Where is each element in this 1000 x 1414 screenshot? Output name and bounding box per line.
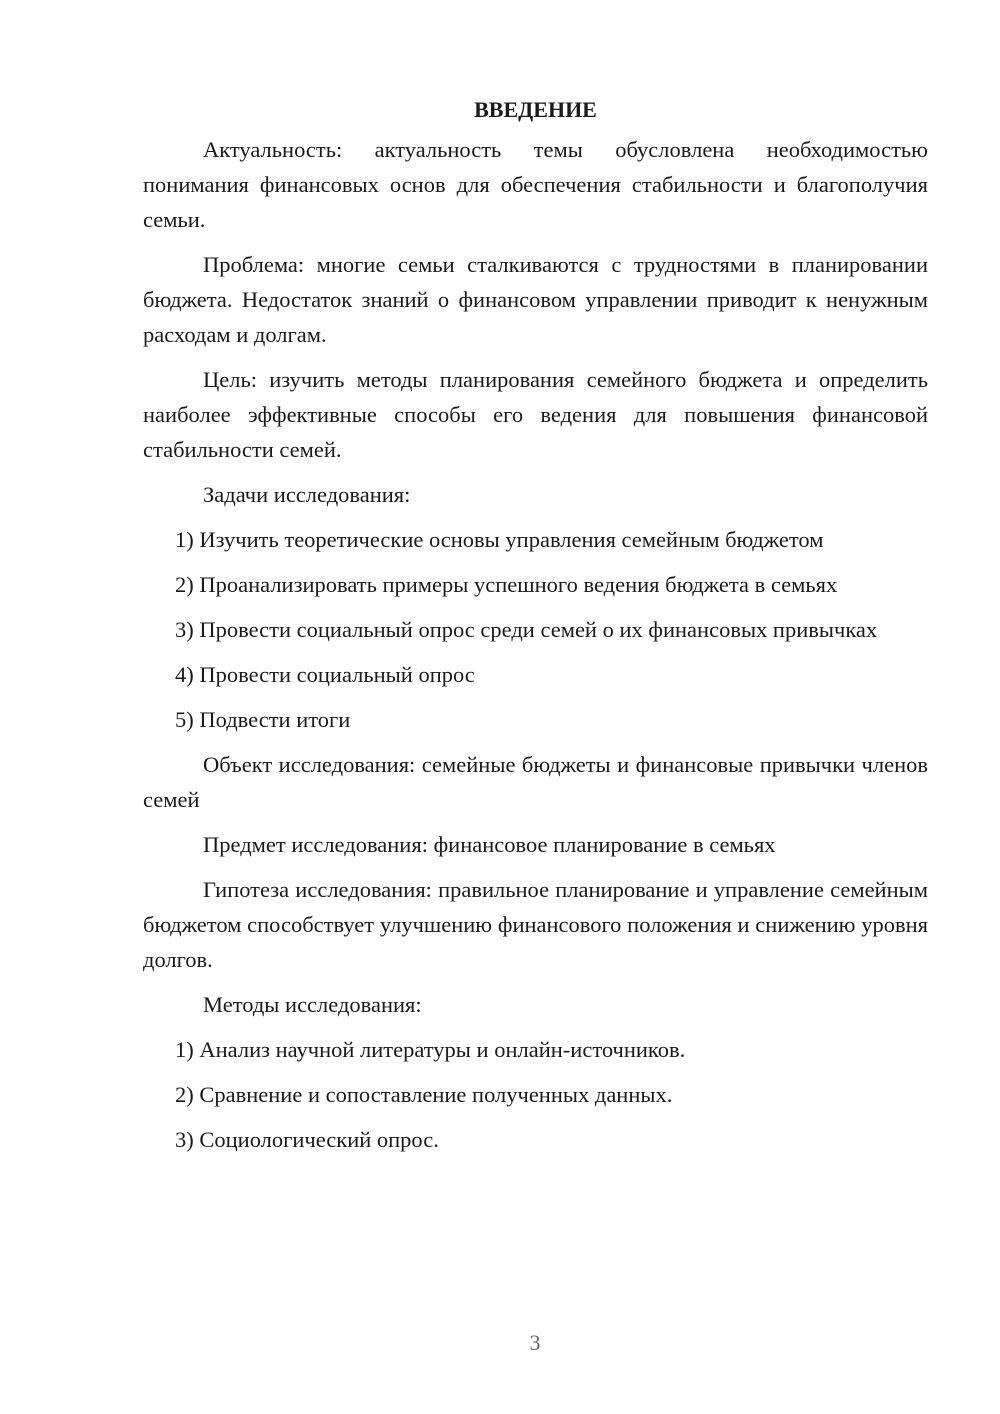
relevance-paragraph: Актуальность: актуальность темы обусловлена необходимостью понимания финансовых основ для обеспечения стабильности и благополучия семьи. <box>143 137 928 232</box>
page-title: ВВЕДЕНИЕ <box>474 97 597 122</box>
task-item-1: 1) Изучить теоретические основы управления семейным бюджетом <box>175 527 824 552</box>
methods-heading: Методы исследования: <box>203 992 422 1017</box>
hypothesis-paragraph: Гипотеза исследования: правильное планирование и управление семейным бюджетом способствует улучшению финансового положения и снижению уровня долгов. <box>143 877 928 972</box>
task-item-2: 2) Проанализировать примеры успешного ведения бюджета в семьях <box>175 572 838 597</box>
subject-paragraph: Предмет исследования: финансовое планирование в семьях <box>203 832 776 857</box>
object-paragraph: Объект исследования: семейные бюджеты и финансовые привычки членов семей <box>143 752 928 812</box>
task-item-3: 3) Провести социальный опрос среди семей о их финансовых привычках <box>175 617 878 642</box>
goal-paragraph: Цель: изучить методы планирования семейного бюджета и определить наиболее эффективные способы его ведения для повышения финансовой стабильности семей. <box>143 367 928 462</box>
method-item-3: 3) Социологический опрос. <box>175 1127 439 1152</box>
tasks-heading: Задачи исследования: <box>203 482 411 507</box>
method-item-1: 1) Анализ научной литературы и онлайн-источников. <box>175 1037 686 1062</box>
page-number: 3 <box>529 1330 541 1355</box>
problem-paragraph: Проблема: многие семьи сталкиваются с трудностями в планировании бюджета. Недостаток знаний о финансовом управлении приводит к ненужным расходам и долгам. <box>143 252 928 347</box>
method-item-2: 2) Сравнение и сопоставление полученных данных. <box>175 1082 673 1107</box>
task-item-4: 4) Провести социальный опрос <box>175 662 475 687</box>
task-item-5: 5) Подвести итоги <box>175 707 351 732</box>
document-page <box>143 93 928 1167</box>
